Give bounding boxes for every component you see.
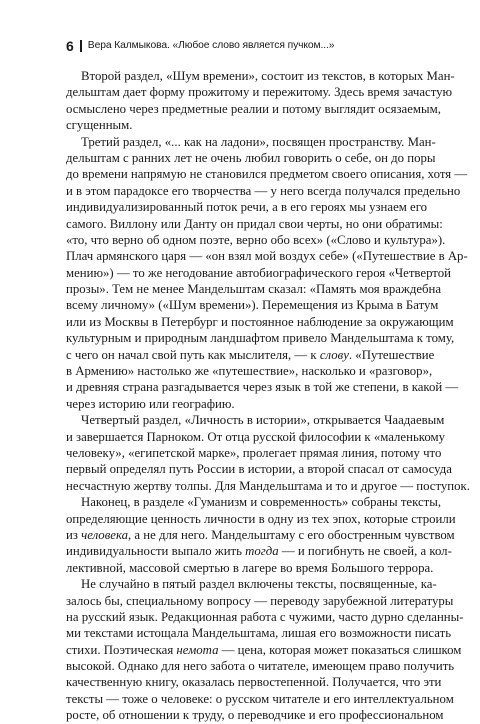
paragraph <box>66 494 456 576</box>
text-line: ми текстами истощала Мандельштама, лишая его возможности писать <box>66 626 452 641</box>
text-line: несчастную жертву толпы. Для Мандельштама и то и другое — поступок. <box>66 478 470 493</box>
running-title: Вера Калмыкова. «Любое слово является пучком...» <box>87 40 335 51</box>
text-line: первый определял путь России в истории, а второй спасал от самосуда <box>66 462 452 477</box>
paragraph <box>66 134 468 413</box>
paragraph <box>66 68 455 134</box>
text-line: до времени напрямую не становился предметом своего описания, хотя — <box>66 167 468 182</box>
emphasis: человека <box>77 527 129 542</box>
text-line: тексты — тоже о человеке: о русском читателе и его интеллектуальном <box>66 691 454 706</box>
text-line: всему личному» («Шум времени»). Перемещения из Крыма в Батум <box>66 298 439 313</box>
text-line: определяющие ценность личности в одну из тех эпох, которые строили <box>66 511 456 526</box>
text-line: дельштам с ранних лет не очень любил говорить о себе, он до поры <box>66 150 436 165</box>
text-line: и древняя страна разгадывается через язык в той же степени, в какой — <box>66 380 459 395</box>
text-line: индивидуализированный поток речи, а в его героях мы узнаем его <box>66 200 428 215</box>
page-number: 6 <box>66 38 74 54</box>
body-text <box>66 68 470 724</box>
text-line: и завершается Парноком. От отца русской философии к «маленькому <box>66 429 446 444</box>
text-line: индивидуальности выпало жить тогда — и погибнуть не своей, а кол- <box>66 544 452 559</box>
text-line: росте, об отношении к труду, о переводчике и его профессиональном <box>66 708 444 723</box>
header-divider <box>80 40 82 52</box>
text-line: Второй раздел, «Шум времени», состоит из текстов, в которых Ман- <box>81 69 455 83</box>
text-line: и в этом парадоксе его творчества — у него всегда получался предельно <box>66 183 461 198</box>
text-line: залось бы, специальному вопросу — переводу зарубежной литературы <box>66 593 454 608</box>
text-line: Не случайно в пятый раздел включены тексты, посвященные, ка- <box>81 577 437 592</box>
text-line: самого. Виллону или Данту он придал свои черты, но они обратимы: <box>66 216 443 231</box>
text-line: мению») — то же негодование автобиографического героя «Четвертой <box>66 265 451 280</box>
emphasis: немота <box>176 642 219 657</box>
text-line: человеку», «египетской марке», пролегает прямая линия, потому что <box>66 445 442 460</box>
text-line: «то, что верно об одном поэте, верно обо всех» («Слово и культура»). <box>66 232 446 247</box>
text-line: Плач армянского царя — «он взял мой воздух себе» («Путешествие в Ар- <box>66 249 468 264</box>
text-line: через историю или географию. <box>66 396 235 411</box>
text-line: на русский язык. Редакционная работа с чужими, часто дурно сделанны- <box>66 609 464 624</box>
text-line: или из Москвы в Петербург и постоянное наблюдение за окружающим <box>66 314 454 329</box>
text-line: прозы». Тем не менее Мандельштам сказал: «Память моя враждебна <box>66 282 442 297</box>
emphasis: слову <box>319 347 349 362</box>
text-line: с чего он начал свой путь как мыслителя, — к слову. «Путешествие <box>66 347 435 362</box>
text-line: осмыслено через предметные реалии и потому выглядит осязаемым, <box>66 101 441 116</box>
text-line: Наконец, в разделе «Гуманизм и современность» собраны тексты, <box>81 495 442 510</box>
running-header <box>66 39 334 53</box>
text-line: Четвертый раздел, «Личность в истории», открывается Чаадаевым <box>81 413 445 428</box>
paragraph <box>66 412 470 494</box>
text-line: качественную книгу, оказалась первостепенной. Получается, что эти <box>66 675 442 690</box>
text-line: дельштам дает форму прожитому и пережитому. Здесь время зачастую <box>66 85 453 100</box>
text-line: сгущенным. <box>66 118 133 133</box>
text-line: лективной, массовой смертью в лагере во время Большого террора. <box>66 560 434 575</box>
text-line: Третий раздел, «... как на ладони», посвящен пространству. Ман- <box>81 134 436 149</box>
text-line: стихи. Поэтическая немота — цена, которая может показаться слишком <box>66 642 462 657</box>
emphasis: тогда <box>245 544 279 559</box>
text-line: в Армению» настолько же «путешествие», насколько и «разговор», <box>66 364 433 379</box>
text-line: из человека, а не для него. Мандельштаму с его обостренным чувством <box>66 527 455 542</box>
text-line: высокой. Однако для него забота о читателе, имеющем право получить <box>66 659 455 674</box>
text-line: культурным и природным ландшафтом привело Мандельштама к тому, <box>66 331 455 346</box>
